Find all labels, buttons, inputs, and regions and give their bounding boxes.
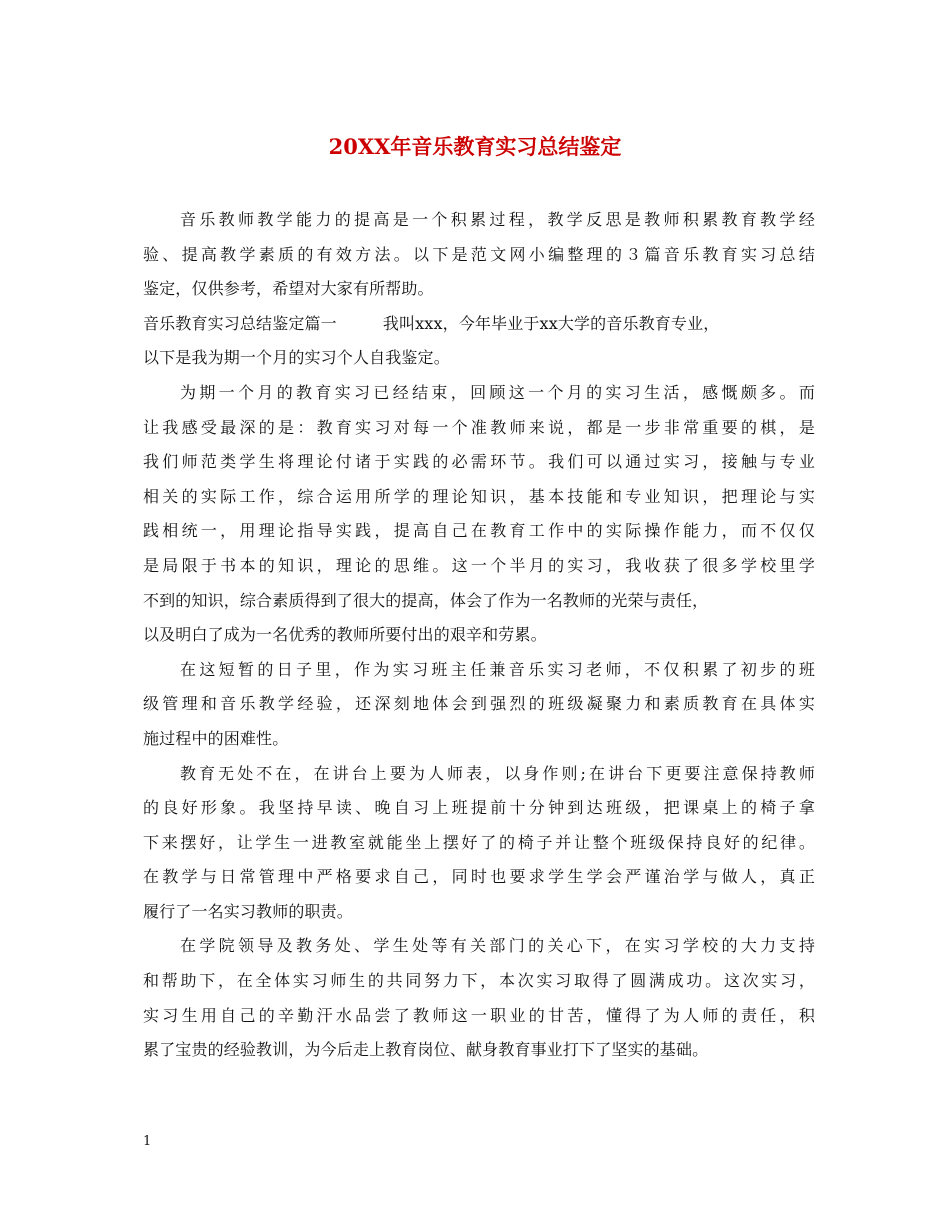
line-text: 下来摆好，让学生一进教室就能坐上摆好了的椅子并让整个班级保持良好的纪律。 (143, 832, 815, 852)
line-text: 践相统一，用理论指导实践，提高自己在教育工作中的实际操作能力，而不仅仅 (143, 521, 815, 541)
paragraph-line (143, 618, 815, 653)
line-text: 在学院领导及教务处、学生处等有关部门的关心下，在实习学校的大力支持 (180, 936, 815, 956)
line-text: 施过程中的困难性。 (143, 728, 289, 748)
line-text: 在教学与日常管理中严格要求自己，同时也要求学生学会严谨治学与做人，真正 (143, 867, 815, 887)
paragraph-line (143, 791, 815, 826)
paragraph-line (143, 653, 815, 688)
paragraph-line (143, 1033, 815, 1068)
paragraph-line (143, 964, 815, 999)
line-text: 相关的实际工作，综合运用所学的理论知识，基本技能和专业知识，把理论与实 (143, 486, 815, 506)
line-text: 我们师范类学生将理论付诸于实践的必需环节。我们可以通过实习，接触与专业 (143, 452, 815, 472)
line-text: 为期一个月的教育实习已经结束，回顾这一个月的实习生活，感慨颇多。而 (180, 382, 815, 402)
line-text: 以及明白了成为一名优秀的教师所要付出的艰辛和劳累。 (143, 625, 547, 645)
line-text: 不到的知识，综合素质得到了很大的提高，体会了作为一名教师的光荣与责任， (143, 590, 709, 610)
line-text: 实习生用自己的辛勤汗水品尝了教师这一职业的甘苦，懂得了为人师的责任，积 (143, 1005, 815, 1025)
line-text: 累了宝贵的经验教训，为今后走上教育岗位、献身教育事业打下了坚实的基础。 (143, 1040, 709, 1060)
line-text-continued: 我叫xxx，今年毕业于xx大学的音乐教育专业， (382, 313, 720, 333)
line-text: 验、提高教学素质的有效方法。以下是范文网小编整理的３篇音乐教育实习总结 (143, 244, 815, 264)
paragraph-line (143, 514, 815, 549)
paragraph-line (143, 584, 815, 619)
paragraph-line (143, 445, 815, 480)
document-title: 20XX年音乐教育实习总结鉴定 (328, 134, 622, 159)
paragraph-line (143, 722, 815, 757)
line-text: 教育无处不在，在讲台上要为人师表，以身作则;在讲台下更要注意保持教师 (180, 763, 815, 783)
line-text: 履行了一名实习教师的职责。 (143, 901, 353, 921)
paragraph-line (143, 687, 815, 722)
paragraph-line (143, 341, 815, 376)
paragraph-line (143, 549, 815, 584)
paragraph-line (143, 376, 815, 411)
paragraph-line (143, 307, 815, 342)
line-text: 和帮助下，在全体实习师生的共同努力下，本次实习取得了圆满成功。这次实习， (143, 971, 815, 991)
paragraph-line (143, 203, 815, 238)
page-number: 1 (143, 1134, 152, 1149)
paragraph-line (143, 929, 815, 964)
line-text: 让我感受最深的是：教育实习对每一个准教师来说，都是一步非常重要的棋，是 (143, 417, 815, 437)
paragraph-line (143, 480, 815, 515)
document-body (143, 203, 815, 1068)
line-text: 鉴定，仅供参考，希望对大家有所帮助。 (143, 279, 434, 299)
line-text: 是局限于书本的知识，理论的思维。这一个半月的实习，我收获了很多学校里学 (143, 555, 815, 575)
line-text: 以下是我为期一个月的实习个人自我鉴定。 (143, 348, 450, 368)
paragraph-line (143, 757, 815, 792)
line-text: 级管理和音乐教学经验，还深刻地体会到强烈的班级凝聚力和素质教育在具体实 (143, 694, 815, 714)
line-text: 的良好形象。我坚持早读、晚自习上班提前十分钟到达班级，把课桌上的椅子拿 (143, 798, 815, 818)
paragraph-line (143, 272, 815, 307)
paragraph-line (143, 238, 815, 273)
paragraph-line (143, 411, 815, 446)
line-text: 音乐教育实习总结鉴定篇一 (143, 313, 337, 333)
line-text: 在这短暂的日子里，作为实习班主任兼音乐实习老师，不仅积累了初步的班 (180, 659, 815, 679)
paragraph-line (143, 826, 815, 861)
paragraph-line (143, 860, 815, 895)
line-text: 音乐教师教学能力的提高是一个积累过程，教学反思是教师积累教育教学经 (180, 210, 815, 229)
paragraph-line (143, 895, 815, 930)
paragraph-line (143, 999, 815, 1034)
